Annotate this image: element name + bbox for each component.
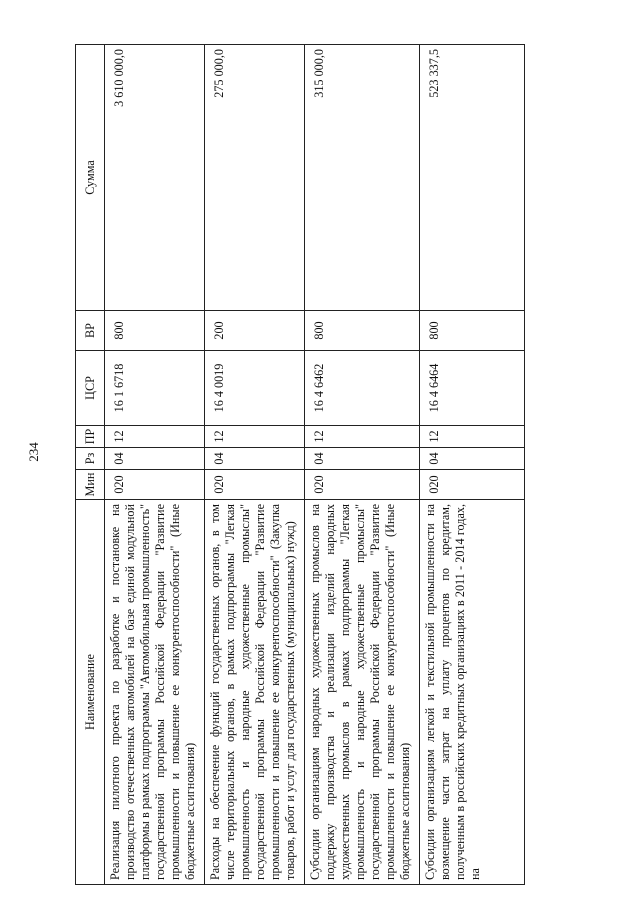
row-name: Расходы на обеспечение функций государственных органов, в том числе территориальных органов, в рамках подпрограммы "Легкая промышленность и народные художественные промыслы" государственной программы Российской Федерации "Развитие промышленности и повышение ее конкурентоспособности" (Закупка товаров, работ и услуг для государственных (муниципальных) нужд) (205, 500, 305, 885)
row-name-text: Субсидии организациям легкой и текстильной промышленности на возмещение части затрат на уплату процентов по кредитам, полученным в российских кредитных организациях в 2011 - 2014 годах, на (423, 504, 482, 880)
header-vr: ВР (76, 311, 105, 351)
row-vr: 800 (420, 311, 525, 351)
row-sum: 315 000,0 (305, 45, 420, 311)
header-csr: ЦСР (76, 351, 105, 426)
row-sum: 523 337,5 (420, 45, 525, 311)
row-pr: 12 (305, 426, 420, 448)
rotated-page-content (75, 45, 610, 885)
header-name: Наименование (76, 500, 105, 885)
row-name (420, 500, 525, 885)
row-min: 020 (420, 470, 525, 500)
row-min: 020 (205, 470, 305, 500)
row-min: 020 (105, 470, 205, 500)
row-rz: 04 (420, 448, 525, 470)
row-name: Субсидии организациям народных художественных промыслов на поддержку производства и реализации изделий народных художественных промыслов в рамках подпрограммы "Легкая промышленность и народные художественные промыслы" государственной программы Российской Федерации "Развитие промышленности и повышение ее конкурентоспособности" (Иные бюджетные ассигнования) (305, 500, 420, 885)
row-min: 020 (305, 470, 420, 500)
row-csr: 16 4 0019 (205, 351, 305, 426)
row-name: Реализация пилотного проекта по разработке и постановке на производство отечественных автомобилей на базе единой модульной платформы в рамках подпрограммы "Автомобильная промышленность" государственной программы Российской Федерации "Развитие промышленности и повышение ее конкурентоспособности" (Иные бюджетные ассигнования) (105, 500, 205, 885)
row-rz: 04 (105, 448, 205, 470)
row-vr: 200 (205, 311, 305, 351)
row-sum: 3 610 000,0 (105, 45, 205, 311)
header-rz: Рз (76, 448, 105, 470)
header-pr: ПР (76, 426, 105, 448)
row-rz: 04 (305, 448, 420, 470)
table-row (420, 45, 525, 885)
row-vr: 800 (305, 311, 420, 351)
row-csr: 16 4 6464 (420, 351, 525, 426)
row-csr: 16 4 6462 (305, 351, 420, 426)
row-sum: 275 000,0 (205, 45, 305, 311)
row-pr: 12 (420, 426, 525, 448)
table-row (105, 45, 205, 885)
budget-table (75, 44, 525, 885)
row-vr: 800 (105, 311, 205, 351)
table-header-row (76, 45, 105, 885)
row-pr: 12 (105, 426, 205, 448)
header-min: Мин (76, 470, 105, 500)
row-csr: 16 1 6718 (105, 351, 205, 426)
row-rz: 04 (205, 448, 305, 470)
table-row (305, 45, 420, 885)
table-row (205, 45, 305, 885)
row-pr: 12 (205, 426, 305, 448)
page-number: 234 (26, 442, 41, 462)
header-sum: Сумма (76, 45, 105, 311)
